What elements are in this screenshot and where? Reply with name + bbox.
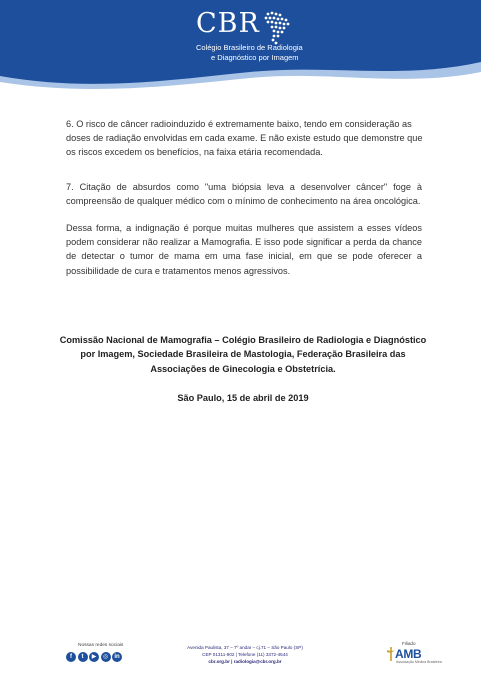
social-links (66, 652, 122, 662)
facebook-icon[interactable]: f (66, 652, 76, 662)
header-banner (0, 0, 481, 100)
paragraph-7: 7. Citação de absurdos como "uma biópsia leva a desenvolver câncer" foge à compreensão de qualquer médico com o mínimo de conhecimento na área oncológica. (66, 182, 422, 207)
org-name-line2: e Diagnóstico por Imagem (211, 53, 299, 62)
address-line-2: CEP 01311-902 | Telefone (11) 3372-4544 (202, 652, 288, 657)
address-line-1: Avenida Paulista, 37 – 7º andar – cj.71 – São Paulo (SP) (187, 645, 303, 650)
youtube-icon[interactable]: ▶ (89, 652, 99, 662)
paragraph-conclusion: Dessa forma, a indignação é porque muitas mulheres que assistem a esses vídeos podem considerar não realizar a Mamografia. E isso pode significar a perda da chance de detectar o tumor de mama em uma fase inicial, em que se pode oferecer a possibilidade de cura e tratamentos menos agressivos. (66, 223, 422, 276)
amb-subtitle: Associação Médica Brasileira (396, 660, 442, 664)
instagram-icon[interactable]: ◎ (101, 652, 111, 662)
brazil-map-icon (258, 8, 298, 48)
affiliated-label: Filiado (402, 641, 416, 646)
org-name-line1: Colégio Brasileiro de Radiologia (196, 43, 303, 52)
signature-block: Comissão Nacional de Mamografia – Colégio Brasileiro de Radiologia e Diagnóstico por Imagem, Sociedade Brasileira de Mastologia, Federação Brasileira das Associações de Ginecologia e Obstetrícia. (59, 335, 427, 374)
cbr-logo (0, 0, 481, 100)
twitter-icon[interactable]: t (78, 652, 88, 662)
linkedin-icon[interactable]: in (112, 652, 122, 662)
amb-logo-text: AMB (395, 647, 422, 661)
contact-line[interactable]: cbr.org.br | radiologia@cbr.org.br (208, 659, 282, 664)
paragraph-6: 6. O risco de câncer radioinduzido é extremamente baixo, tendo em consideração as doses de radiação envolvidas em cada exame. E não existe estudo que demonstre que os riscos excedem os benefícios, na faixa etária recomendada. (66, 119, 423, 158)
document-date: São Paulo, 15 de abril de 2019 (177, 393, 309, 403)
logo-text: CBR (196, 8, 260, 39)
social-label: Nossas redes sociais (78, 643, 124, 648)
